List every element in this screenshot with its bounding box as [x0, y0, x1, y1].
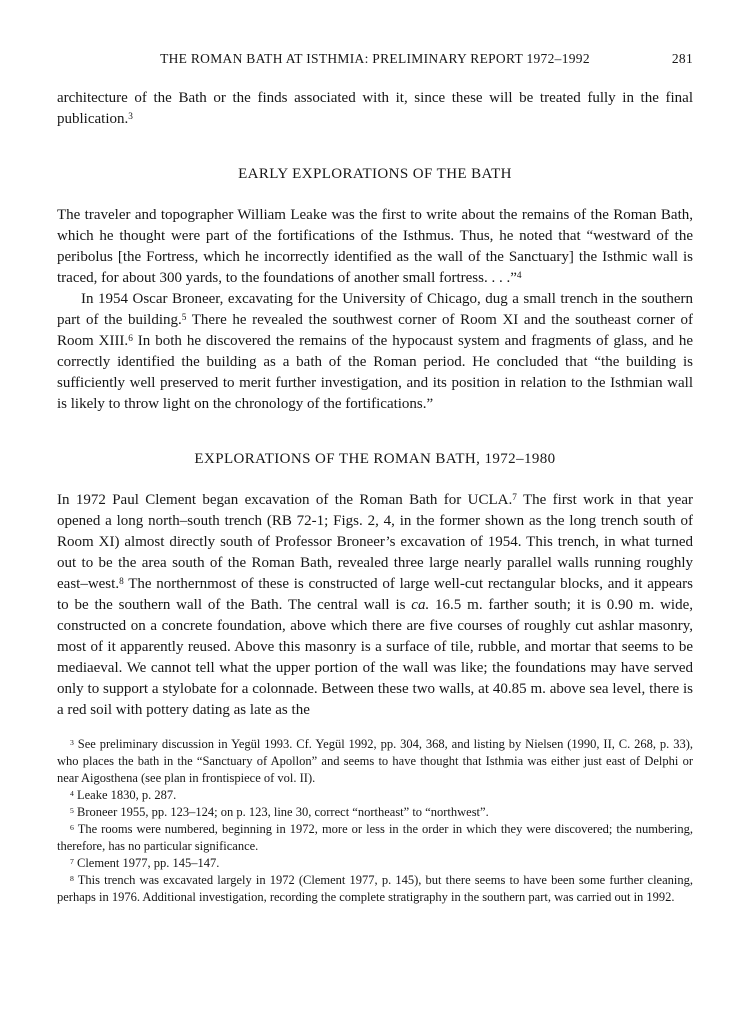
footnote: $^3$ See preliminary discussion in Yegül 1993. Cf. Yegül 1992, pp. 304, 368, and listing by Nielsen (1990, II, C. 268, p. 33), who places the bath in the “Sanctuary of Apollon” and seems to have thought that Isthmia was either just east of Delphi or near Aigosthena (see plan in frontispiece of vol. II).	[57, 737, 693, 785]
footnote-number: 8	[70, 873, 74, 883]
footnote: $^8$ This trench was excavated largely in 1972 (Clement 1977, p. 145), but there seems to have been some further cleaning, perhaps in 1976. Additional investigation, recording the complete stratigraphy in the southern part, was carried out in 1992.	[57, 873, 693, 904]
footnote-number: 6	[70, 822, 74, 832]
footnote-number: 7	[70, 856, 74, 866]
footnote-marker: 5	[181, 312, 187, 323]
footnote-marker: 6	[128, 333, 133, 344]
paragraph: In 1972 Paul Clement began excavation of the Roman Bath for UCLA.$^7$ The first work in that year opened a long north–south trench (RB 72-1; Figs. 2, 4, in the former shown as the long trench south of Room XI) almost directly south of Professor Broneer’s excavation of 1954. This trench, in what turned out to be the area south of the Roman Bath, revealed three large nearly parallel walls running roughly east–west.$^8$ The northernmost of these is constructed of large well-cut rectangular blocks, and it appears to be the southern wall of the Bath. The central wall is ca. 16.5 m. farther south; it is 0.90 m. wide, constructed on a concrete foundation, above which there are five courses of roughly cut ashlar masonry, most of it apparently reused. Above this masonry is a surface of tile, rubble, and mortar that seems to be mediaeval. We cannot tell what the upper portion of the wall was like; the foundations may have served only to support a stylobate for a colonnade. Between these two walls, at 40.85 m. above sea level, there is a red soil with pottery dating as late as the	[57, 492, 693, 718]
running-head	[57, 50, 693, 67]
paragraph: architecture of the Bath or the finds associated with it, since these will be treated fully in the final publication.$^3$	[57, 90, 693, 127]
footnote-number: 5	[70, 805, 74, 815]
paragraph: The traveler and topographer William Leake was the first to write about the remains of the Roman Bath, which he thought were part of the fortifications of the Isthmus. Thus, he noted that “westward of the peribolus [the Fortress, which he incorrectly identified as the wall of the Sanctuary] the Isthmic wall is traced, for about 300 yards, to the foundations of another small fortress. . . .”$^4$	[57, 207, 693, 286]
paragraph: In 1954 Oscar Broneer, excavating for the University of Chicago, dug a small trench in the southern part of the building.$^5$ There he revealed the southwest corner of Room XI and the southeast corner of Room XIII.$^6$ In both he discovered the remains of the hypocaust system and fragments of glass, and he correctly identified the building as a bath of the Roman period. He concluded that “the building is sufficiently well preserved to merit further investigation, and its position in relation to the Isthmian wall is likely to throw light on the chronology of the fortifications.”	[57, 291, 693, 412]
footnote: $^5$ Broneer 1955, pp. 123–124; on p. 123, line 30, correct “northeast” to “northwest”.	[70, 805, 489, 819]
footnote-marker: 8	[119, 576, 124, 587]
footnote-number: 4	[70, 788, 74, 798]
footnote: $^4$ Leake 1830, p. 287.	[70, 788, 177, 802]
footnote: $^7$ Clement 1977, pp. 145–147.	[70, 856, 220, 870]
section-heading: EXPLORATIONS OF THE ROMAN BATH, 1972–1980	[194, 451, 556, 467]
footnote-marker: 7	[512, 492, 517, 503]
footnote-marker: 4	[516, 270, 522, 281]
footnotes	[57, 736, 693, 906]
italic-text: ca.	[411, 597, 430, 613]
footnote-marker: 3	[128, 111, 133, 122]
section-heading: EARLY EXPLORATIONS OF THE BATH	[238, 166, 512, 182]
running-head-title: THE ROMAN BATH AT ISTHMIA: PRELIMINARY REPORT 1972–1992	[160, 51, 590, 66]
page-number: 281	[671, 51, 693, 66]
document-body	[57, 88, 693, 721]
footnote: $^6$ The rooms were numbered, beginning in 1972, more or less in the order in which they were discovered; the numbering, therefore, has no particular significance.	[57, 822, 693, 853]
footnote-number: 3	[70, 737, 74, 747]
